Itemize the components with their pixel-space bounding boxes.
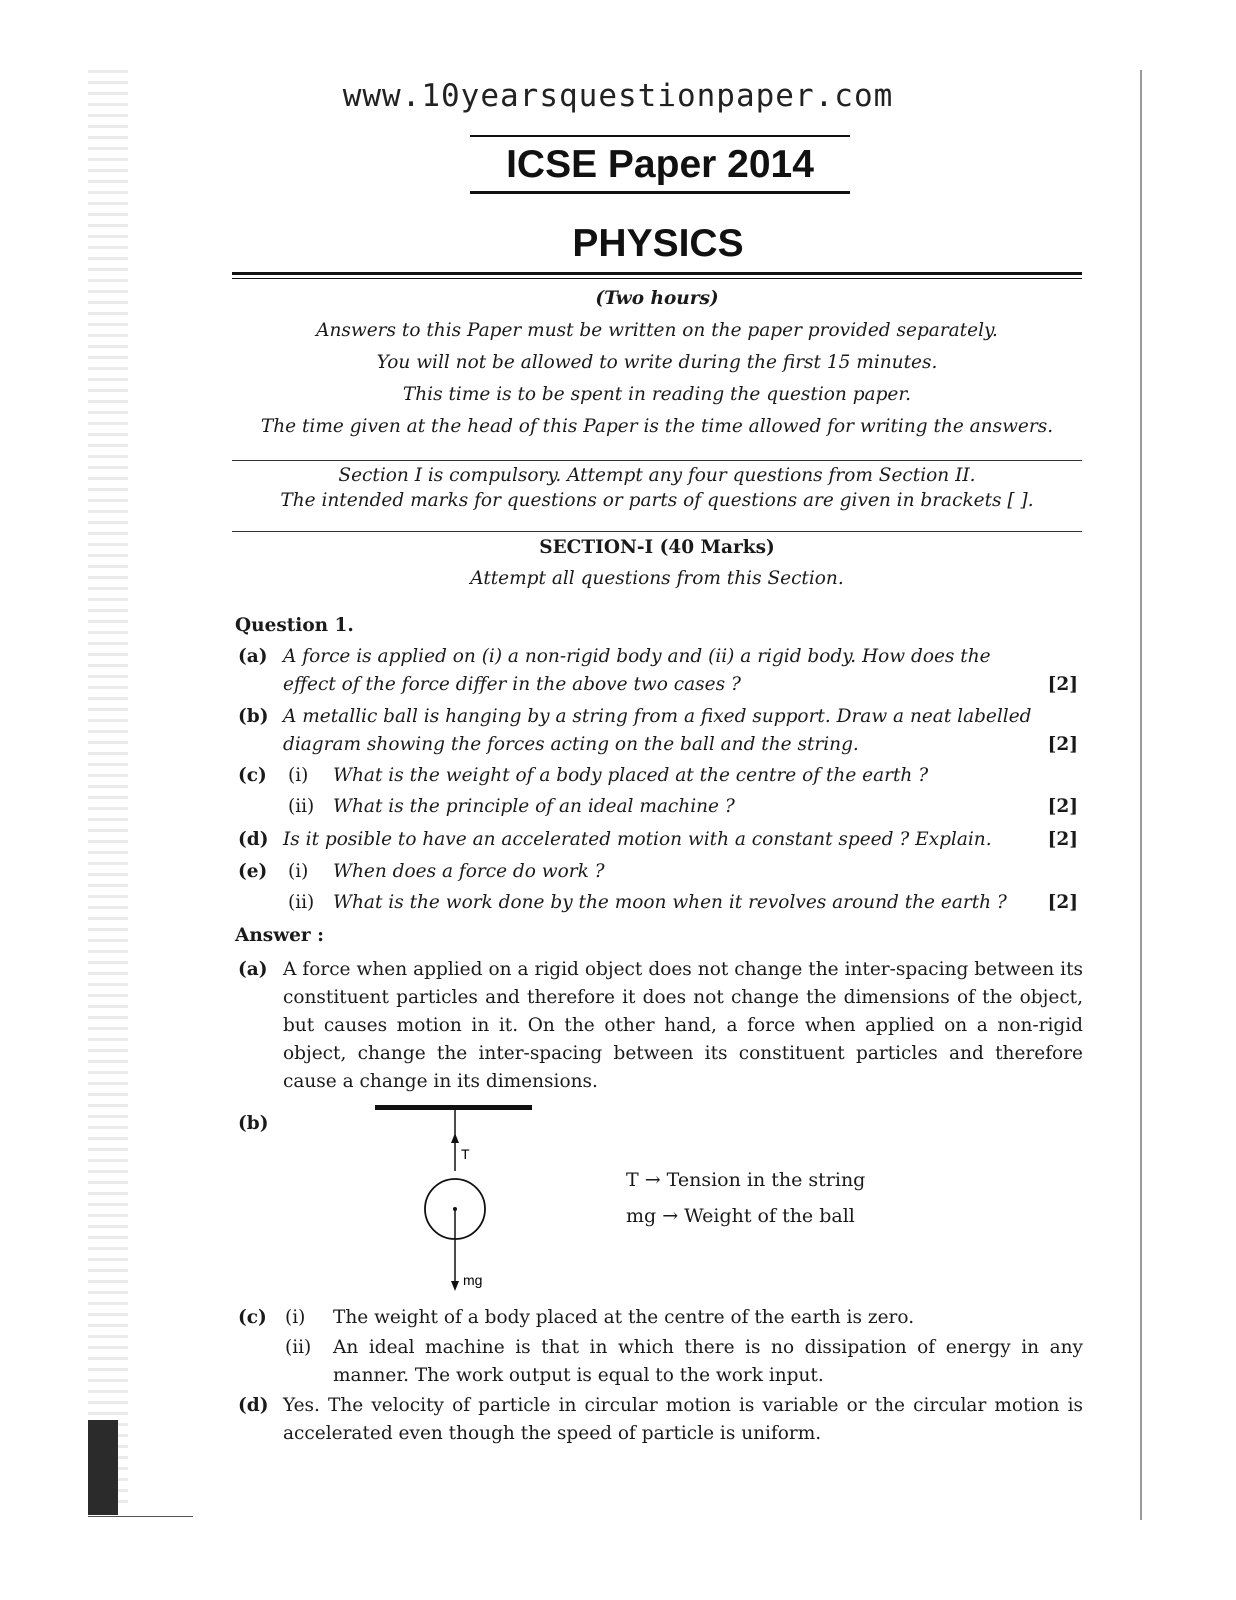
- instruction-2: You will not be allowed to write during the first 15 minutes.: [376, 352, 938, 373]
- title-block: [470, 135, 850, 194]
- question-c-sub2: (ii): [288, 796, 315, 817]
- question-a-text: A force is applied on (i) a non-rigid body and (ii) a rigid body. How does the effect of the force differ in the above two cases ?: [283, 646, 991, 695]
- question-a-label: (a): [238, 646, 268, 667]
- question-e: [238, 858, 1078, 918]
- website-url: www.10yearsquestionpaper.com: [342, 78, 894, 114]
- diagram-legend: [626, 1162, 865, 1234]
- section-heading: SECTION-I (40 Marks): [539, 537, 775, 558]
- answer-d: [238, 1392, 1083, 1452]
- answer-c-sub1: (i): [285, 1307, 306, 1328]
- answer-a-label: (a): [238, 959, 268, 980]
- instruction-4: The time given at the head of this Paper is the time allowed for writing the answers.: [260, 416, 1054, 437]
- weight-label: mg: [463, 1272, 483, 1288]
- section-note: Section I is compulsory. Attempt any four questions from Section II.: [338, 465, 976, 486]
- instruction-1: Answers to this Paper must be written on the paper provided separately.: [316, 320, 998, 341]
- question-c-text2: What is the principle of an ideal machine ?: [333, 796, 735, 817]
- instruction-rule: [232, 460, 1082, 461]
- section-instruction: Attempt all questions from this Section.: [470, 568, 844, 589]
- tension-label: T: [461, 1146, 470, 1162]
- question-d-text: Is it posible to have an accelerated motion with a constant speed ? Explain.: [283, 829, 992, 850]
- question-b-text: A metallic ball is hanging by a string from a fixed support. Draw a neat labelled diagram showing the forces acting on the ball and the string.: [283, 706, 1032, 755]
- tension-arrowhead: [451, 1133, 459, 1143]
- answer-c-text2: An ideal machine is that in which there is no dissipation of energy in any manner. The work output is equal to the work input.: [333, 1337, 1083, 1386]
- paper-title: ICSE Paper 2014: [506, 143, 814, 186]
- marks-note: The intended marks for questions or parts of questions are given in brackets [ ].: [280, 490, 1034, 511]
- scan-edge-artifact: [88, 70, 128, 1510]
- page-bottom-line: [88, 1516, 193, 1517]
- question-e-text2: What is the work done by the moon when it revolves around the earth ?: [333, 892, 1007, 913]
- answer-a-text: A force when applied on a rigid object does not change the inter-spacing between its constituent particles and therefore it does not change the dimensions of the object, but causes motion in it. On the other hand, a force when applied on a non-rigid object, change the inter-spacing between its constituent particles and therefore cause a change in its dimensions.: [283, 959, 1083, 1092]
- weight-arrowhead: [451, 1281, 459, 1291]
- header-rule: [232, 272, 1082, 275]
- answer-c-label: (c): [238, 1307, 267, 1328]
- title-rule-bottom: [470, 191, 850, 194]
- question-heading: Question 1.: [235, 615, 354, 636]
- question-e-marks: [2]: [1047, 892, 1078, 913]
- scan-edge-corner: [88, 1420, 118, 1515]
- question-e-sub2: (ii): [288, 892, 315, 913]
- question-b-marks: [2]: [1047, 734, 1078, 755]
- question-e-text1: When does a force do work ?: [333, 861, 605, 882]
- question-e-label: (e): [238, 861, 268, 882]
- fixed-support: [375, 1105, 532, 1110]
- header-rule-thin: [232, 278, 1082, 279]
- answer-c-text1: The weight of a body placed at the centre of the earth is zero.: [333, 1307, 915, 1328]
- instruction-3: This time is to be spent in reading the question paper.: [402, 384, 912, 405]
- question-c-marks: [2]: [1047, 796, 1078, 817]
- answer-c: [238, 1304, 1083, 1394]
- answer-heading: Answer :: [235, 925, 324, 946]
- question-d-label: (d): [238, 829, 269, 850]
- section-rule: [232, 531, 1082, 532]
- legend-tension: T → Tension in the string: [626, 1169, 866, 1191]
- ball-string-diagram: [375, 1105, 575, 1315]
- answer-c-sub2: (ii): [285, 1337, 312, 1358]
- question-b: [238, 703, 1078, 759]
- question-a-marks: [2]: [1047, 674, 1078, 695]
- question-e-sub1: (i): [288, 861, 309, 882]
- question-d-marks: [2]: [1047, 829, 1078, 850]
- question-a: [238, 643, 1078, 699]
- question-c-text1: What is the weight of a body placed at the centre of the earth ?: [333, 765, 929, 786]
- answer-d-text: Yes. The velocity of particle in circular motion is variable or the circular motion is accelerated even though the speed of particle is uniform.: [283, 1395, 1083, 1444]
- answer-b: [238, 1110, 1083, 1140]
- subject-heading: PHYSICS: [572, 222, 744, 265]
- answer-d-label: (d): [238, 1395, 269, 1416]
- legend-weight: mg → Weight of the ball: [626, 1205, 855, 1227]
- duration: (Two hours): [595, 288, 719, 309]
- question-c-sub1: (i): [288, 765, 309, 786]
- answer-b-label: (b): [238, 1113, 269, 1134]
- question-d: [238, 826, 1078, 856]
- question-c-label: (c): [238, 765, 267, 786]
- answer-a: [238, 956, 1083, 1096]
- question-b-label: (b): [238, 706, 269, 727]
- question-c: [238, 762, 1078, 822]
